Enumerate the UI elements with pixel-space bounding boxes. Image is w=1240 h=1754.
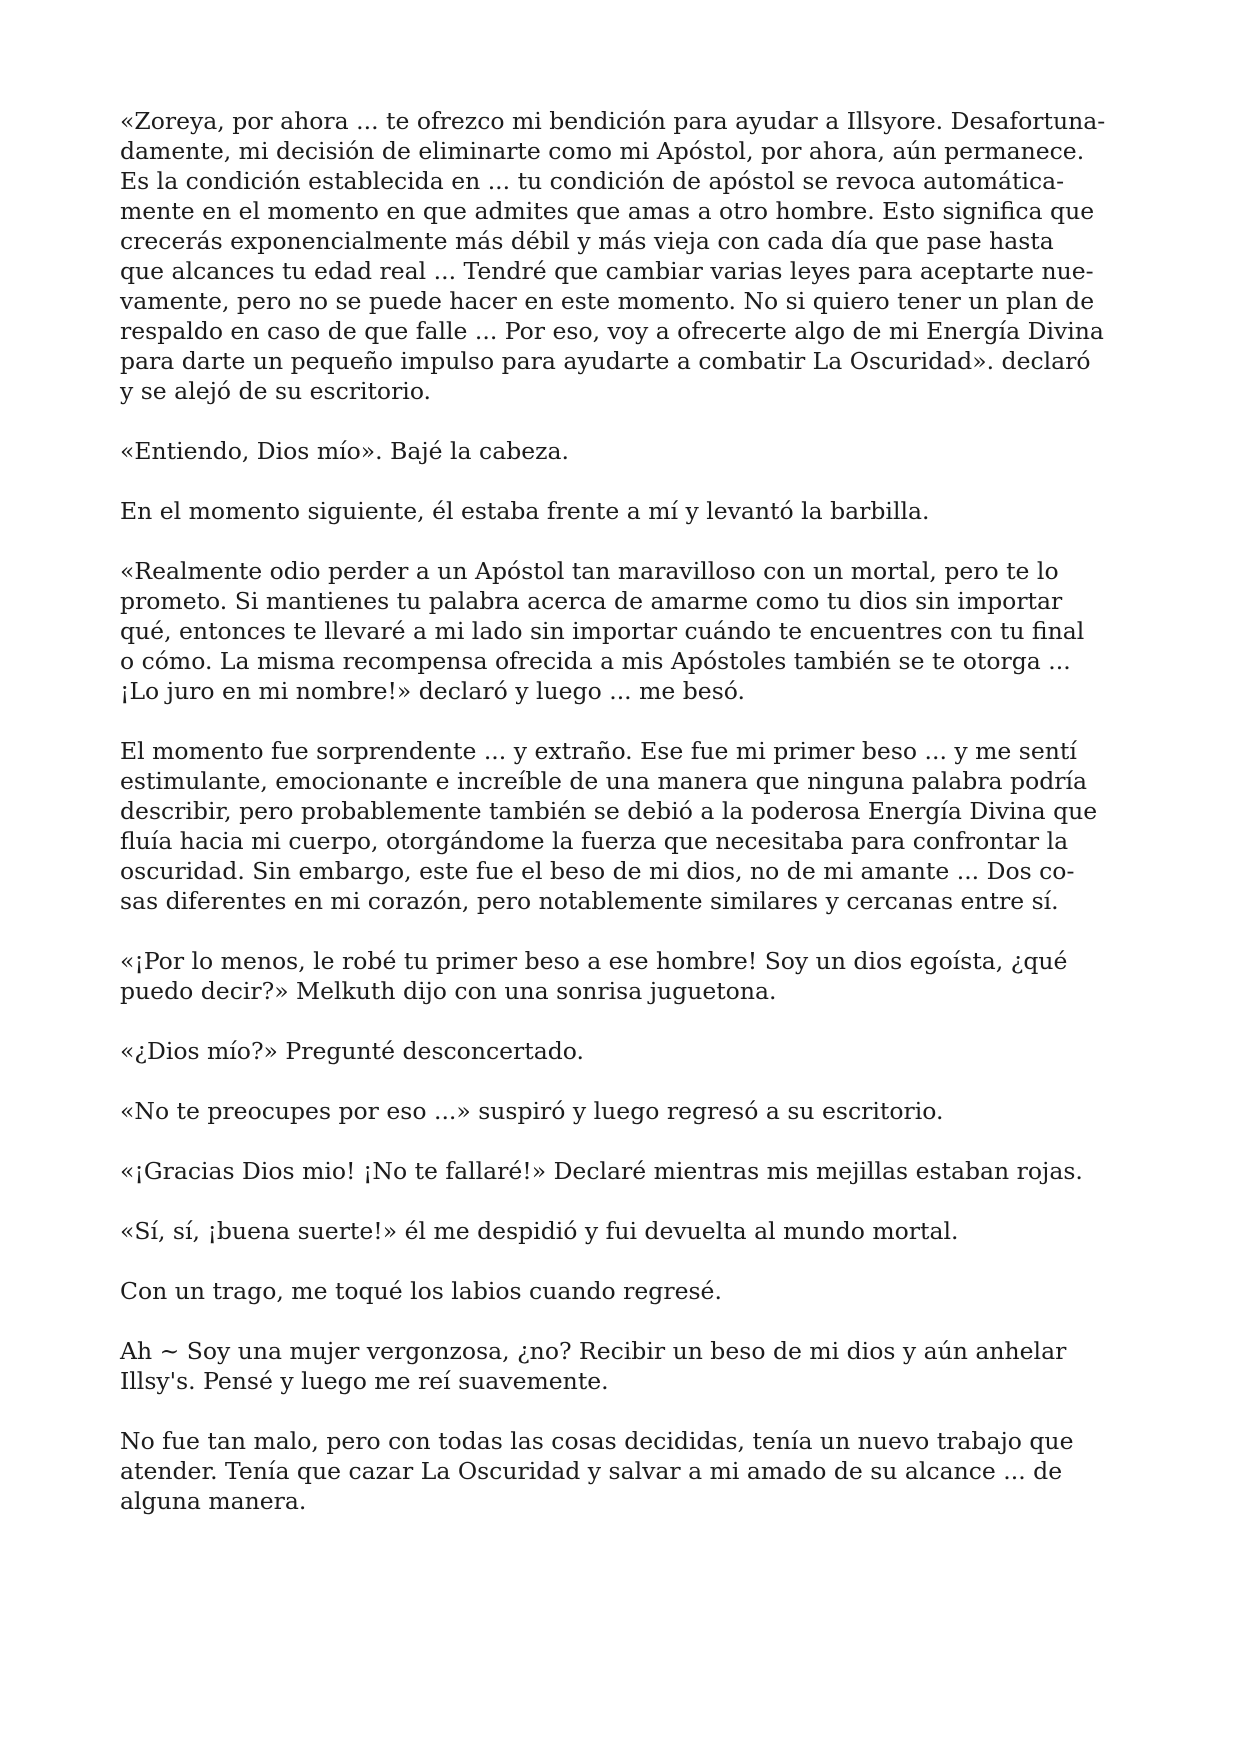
- paragraph-3: [120, 496, 1120, 526]
- document-page: [120, 106, 1120, 1546]
- text-line: mente en el momento en que admites que amas a otro hombre. Esto significa que: [120, 197, 1095, 225]
- paragraph-8: [120, 1096, 1120, 1126]
- paragraph-6: [120, 946, 1120, 1006]
- text-line: «Entiendo, Dios mío». Bajé la cabeza.: [120, 437, 570, 465]
- text-line: «Sí, sí, ¡buena suerte!» él me despidió y fui devuelta al mundo mortal.: [120, 1217, 959, 1245]
- text-line: atender. Tenía que cazar La Oscuridad y salvar a mi amado de su alcance ... de: [120, 1457, 1063, 1485]
- text-line: No fue tan malo, pero con todas las cosas decididas, tenía un nuevo trabajo que: [120, 1427, 1074, 1455]
- text-line: puedo decir?» Melkuth dijo con una sonrisa juguetona.: [120, 977, 777, 1005]
- text-line: alguna manera.: [120, 1487, 307, 1515]
- text-line: ¡Lo juro en mi nombre!» declaró y luego ... me besó.: [120, 677, 745, 705]
- paragraph-9: [120, 1156, 1120, 1186]
- text-line: Ah ~ Soy una mujer vergonzosa, ¿no? Recibir un beso de mi dios y aún anhelar: [120, 1337, 1067, 1365]
- text-line: En el momento siguiente, él estaba frente a mí y levantó la barbilla.: [120, 497, 930, 525]
- text-line: estimulante, emocionante e increíble de una manera que ninguna palabra podría: [120, 767, 1088, 795]
- paragraph-2: [120, 436, 1120, 466]
- paragraph-11: [120, 1276, 1120, 1306]
- text-line: Es la condición establecida en ... tu condición de apóstol se revoca automática-: [120, 167, 1065, 195]
- paragraph-7: [120, 1036, 1120, 1066]
- text-line: prometo. Si mantienes tu palabra acerca de amarme como tu dios sin importar: [120, 587, 1063, 615]
- paragraph-1: [120, 106, 1120, 406]
- text-line: «No te preocupes por eso ...» suspiró y luego regresó a su escritorio.: [120, 1097, 944, 1125]
- paragraph-10: [120, 1216, 1120, 1246]
- text-line: oscuridad. Sin embargo, este fue el beso de mi dios, no de mi amante ... Dos co-: [120, 857, 1075, 885]
- text-line: o cómo. La misma recompensa ofrecida a mis Apóstoles también se te otorga ...: [120, 647, 1071, 675]
- paragraph-12: [120, 1336, 1120, 1396]
- text-line: fluía hacia mi cuerpo, otorgándome la fuerza que necesitaba para confrontar la: [120, 827, 1069, 855]
- text-line: «Zoreya, por ahora ... te ofrezco mi bendición para ayudar a Illsyore. Desafortuna-: [120, 107, 1106, 135]
- text-line: vamente, pero no se puede hacer en este momento. No si quiero tener un plan de: [120, 287, 1095, 315]
- text-line: respaldo en caso de que falle ... Por eso, voy a ofrecerte algo de mi Energía Divina: [120, 317, 1104, 345]
- text-line: crecerás exponencialmente más débil y más vieja con cada día que pase hasta: [120, 227, 1054, 255]
- text-line: El momento fue sorprendente ... y extraño. Ese fue mi primer beso ... y me sentí: [120, 737, 1077, 765]
- text-line: para darte un pequeño impulso para ayudarte a combatir La Oscuridad». declaró: [120, 347, 1091, 375]
- paragraph-4: [120, 556, 1120, 706]
- paragraph-5: [120, 736, 1120, 916]
- text-line: «¡Por lo menos, le robé tu primer beso a ese hombre! Soy un dios egoísta, ¿qué: [120, 947, 1068, 975]
- text-line: qué, entonces te llevaré a mi lado sin importar cuándo te encuentres con tu final: [120, 617, 1085, 645]
- paragraph-13: [120, 1426, 1120, 1516]
- text-line: damente, mi decisión de eliminarte como mi Apóstol, por ahora, aún permanece.: [120, 137, 1085, 165]
- text-line: que alcances tu edad real ... Tendré que cambiar varias leyes para aceptarte nue-: [120, 257, 1094, 285]
- text-line: describir, pero probablemente también se debió a la poderosa Energía Divina que: [120, 797, 1098, 825]
- text-line: «Realmente odio perder a un Apóstol tan maravilloso con un mortal, pero te lo: [120, 557, 1059, 585]
- text-line: Con un trago, me toqué los labios cuando regresé.: [120, 1277, 722, 1305]
- text-line: Illsy's. Pensé y luego me reí suavemente.: [120, 1367, 609, 1395]
- text-line: y se alejó de su escritorio.: [120, 377, 432, 405]
- text-line: «¿Dios mío?» Pregunté desconcertado.: [120, 1037, 584, 1065]
- text-line: sas diferentes en mi corazón, pero notablemente similares y cercanas entre sí.: [120, 887, 1059, 915]
- text-line: «¡Gracias Dios mio! ¡No te fallaré!» Declaré mientras mis mejillas estaban rojas.: [120, 1157, 1083, 1185]
